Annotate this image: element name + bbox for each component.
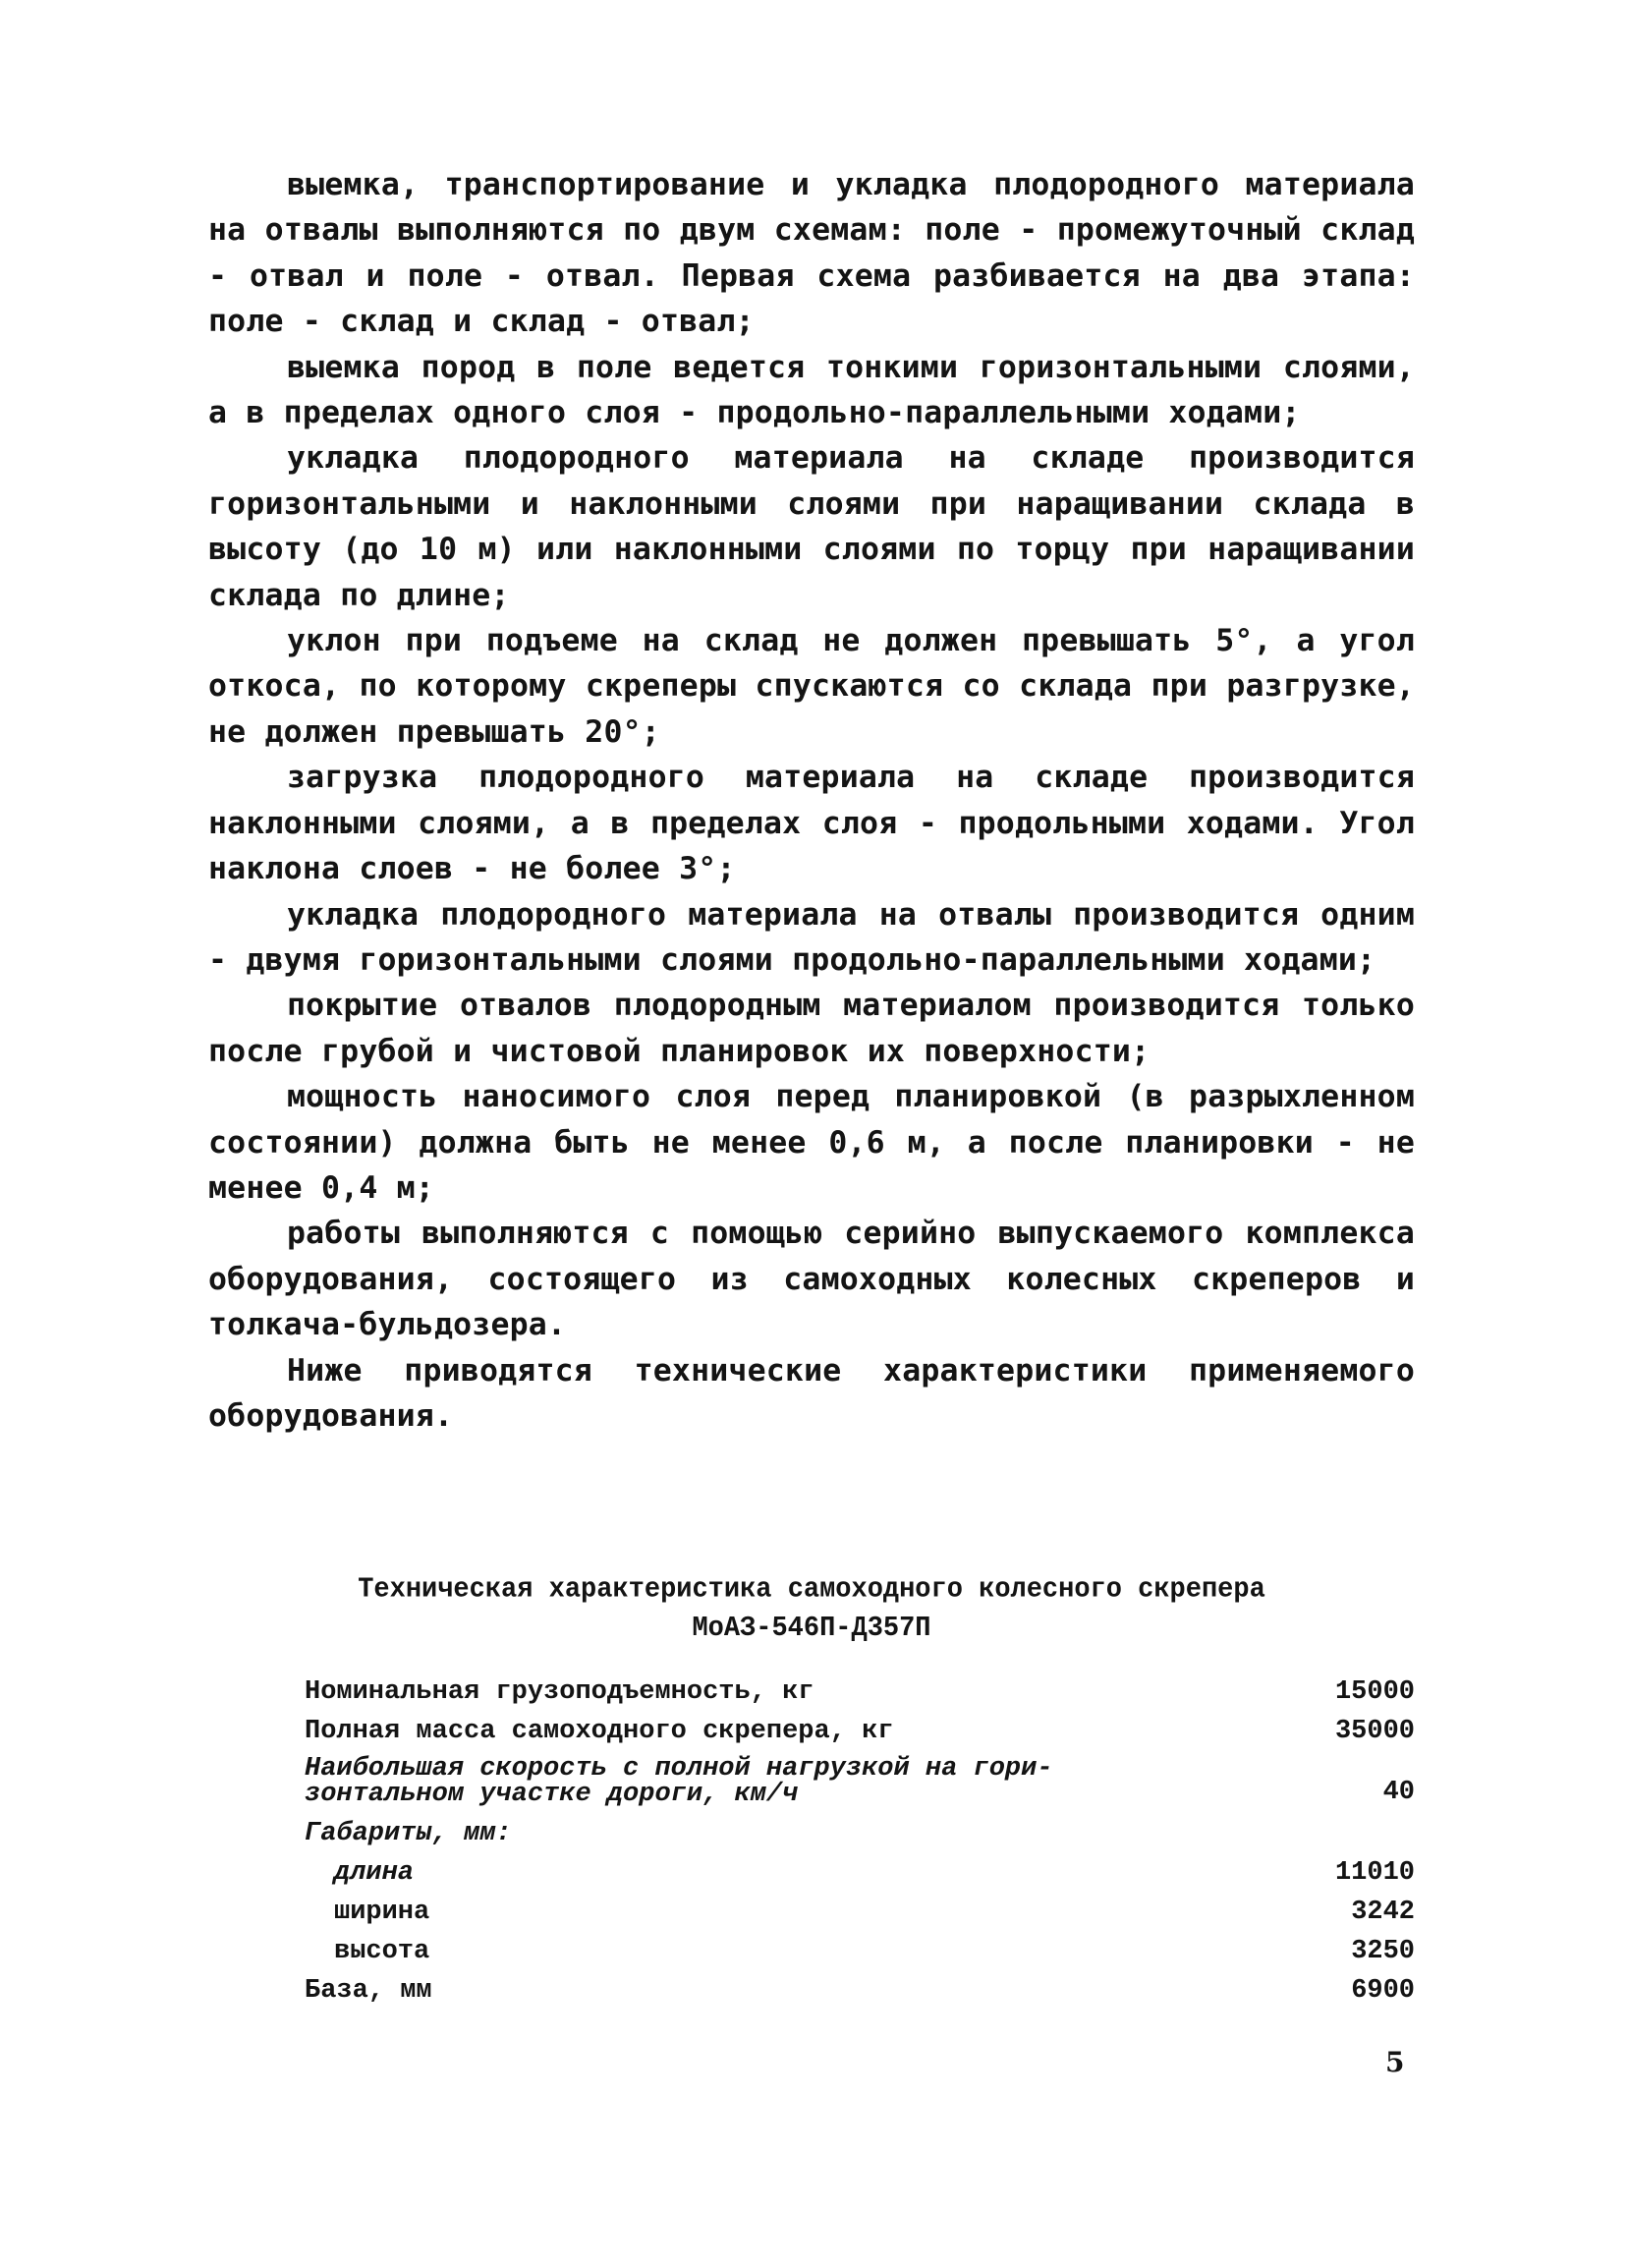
spec-label-line1: Наибольшая скорость с полной нагрузкой на гори-	[305, 1754, 1053, 1784]
spec-label: длина	[334, 1858, 415, 1888]
paragraph-5: загрузка плодородного материала на складе производится наклонными слоями, а в пределах слоя - продольными ходами. Угол наклона слоев - не более 3°;	[208, 760, 1415, 887]
spec-row	[208, 1853, 1415, 1893]
spec-value: 40	[1382, 1778, 1415, 1807]
body-text	[208, 162, 1415, 1439]
spec-label: Габариты, мм:	[305, 1819, 512, 1848]
spec-row	[208, 1971, 1415, 2011]
paragraph-4: уклон при подъеме на склад не должен превышать 5°, а угол откоса, по которому скреперы спускаются со склада при разгрузке, не должен превышать 20°;	[208, 623, 1415, 750]
spec-row	[208, 1932, 1415, 1971]
spec-row	[208, 1814, 1415, 1853]
paragraph-3: укладка плодородного материала на складе производится горизонтальными и наклонными слоями при наращивании склада в высоту (до 10 м) или наклонными слоями по торцу при наращивании склада по длине;	[208, 440, 1415, 613]
paragraph-9: работы выполняются с помощью серийно выпускаемого комплекса оборудования, состоящего из самоходных колесных скреперов и толкача-бульдозера.	[208, 1216, 1415, 1343]
spec-value: 35000	[1334, 1717, 1415, 1746]
spec-label	[208, 1751, 1120, 1814]
spec-value: 3250	[1351, 1937, 1415, 1966]
spec-label: Номинальная грузоподъемность, кг	[305, 1677, 814, 1707]
spec-table	[208, 1572, 1415, 2011]
spec-row	[208, 1751, 1415, 1814]
spec-row	[208, 1673, 1415, 1712]
spec-list	[208, 1673, 1415, 2011]
paragraph-1: выемка, транспортирование и укладка плодородного материала на отвалы выполняются по двум схемам: поле - промежуточный склад - отвал и поле - отвал. Первая схема разбивается на два этапа: поле - склад и склад - отвал;	[208, 167, 1415, 340]
spec-value: 11010	[1334, 1858, 1415, 1888]
paragraph-6: укладка плодородного материала на отвалы производится одним - двумя горизонтальными слоями продольно-параллельными ходами;	[208, 896, 1415, 978]
paragraph-10: Ниже приводятся технические характеристики применяемого оборудования.	[208, 1352, 1415, 1434]
paragraph-8: мощность наносимого слоя перед планировкой (в разрыхленном состоянии) должна быть не менее 0,6 м, а после планировки - не менее 0,4 м;	[208, 1079, 1415, 1206]
spec-title-line2: МоАЗ-546П-Д357П	[692, 1614, 931, 1645]
spec-value: 6900	[1351, 1976, 1415, 2006]
spec-title-line1: Техническая характеристика самоходного колесного скрепера	[358, 1574, 1265, 1606]
spec-row	[208, 1712, 1415, 1751]
paragraph-7: покрытие отвалов плодородным материалом производится только после грубой и чистовой планировок их поверхности;	[208, 988, 1415, 1069]
spec-label: высота	[334, 1937, 430, 1966]
paragraph-2: выемка пород в поле ведется тонкими горизонтальными слоями, а в пределах одного слоя - продольно-параллельными ходами;	[208, 349, 1415, 431]
spec-title	[208, 1570, 1415, 1649]
spec-value: 3242	[1351, 1898, 1415, 1927]
spec-label: ширина	[334, 1898, 430, 1927]
spec-label: База, мм	[305, 1976, 432, 2006]
spec-label: Полная масса самоходного скрепера, кг	[305, 1717, 894, 1746]
spec-value: 15000	[1334, 1677, 1415, 1707]
spec-row	[208, 1893, 1415, 1932]
page-number: 5	[1385, 2046, 1405, 2078]
spec-label-line2: зонтальном участке дороги, км/ч	[305, 1780, 799, 1809]
